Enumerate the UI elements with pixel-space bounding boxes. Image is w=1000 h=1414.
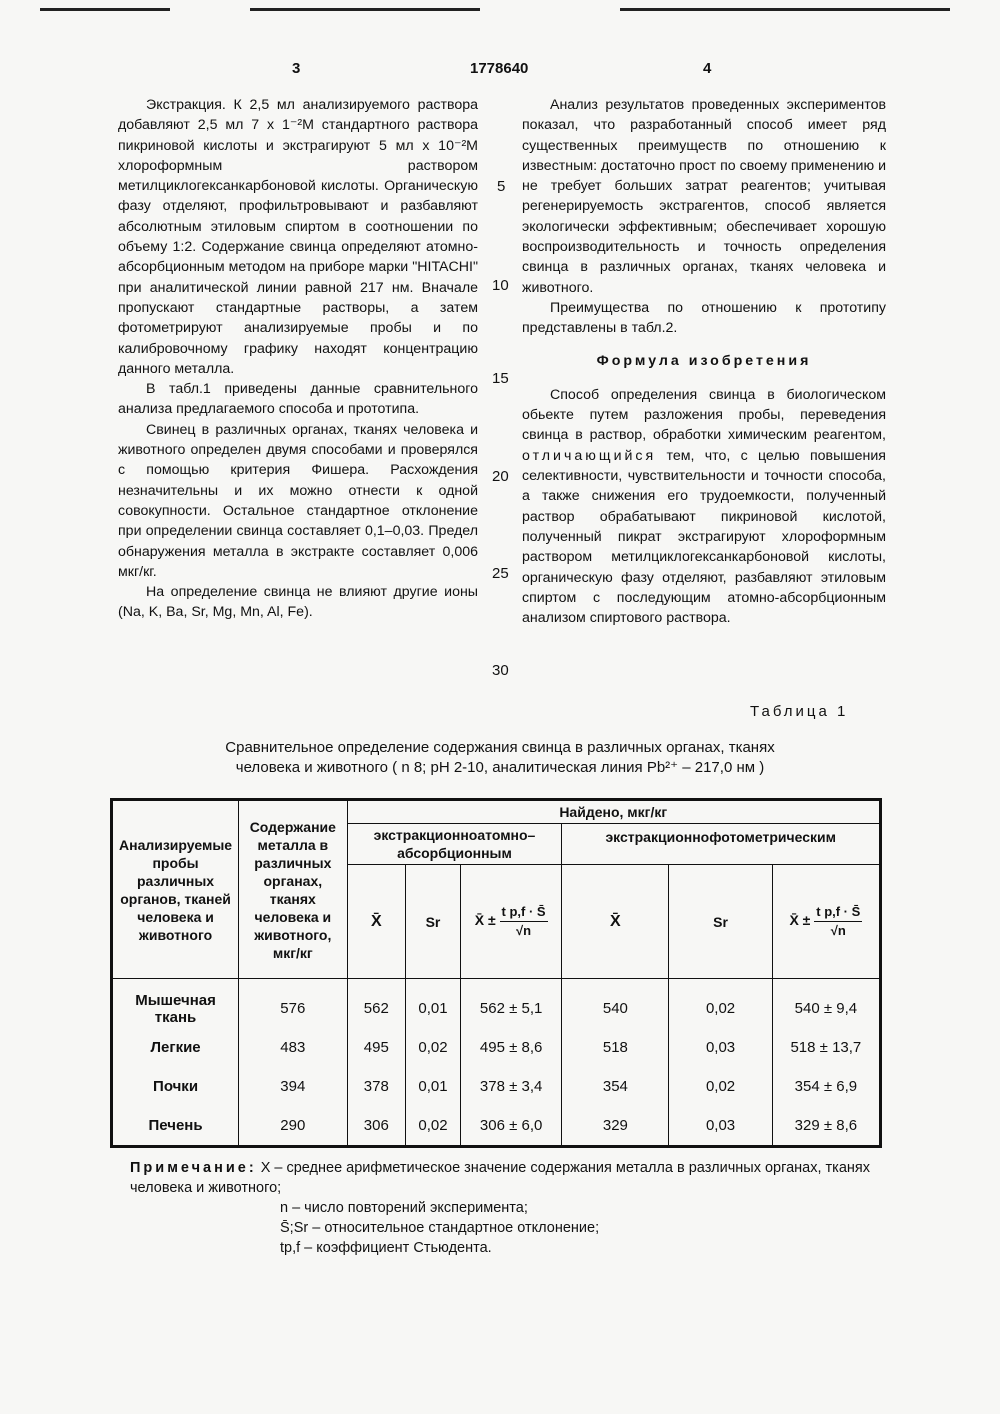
header-method-aas: экстракционноатомно–абсорбционным	[347, 824, 562, 865]
paragraph-analysis: Анализ результатов проведенных экспериментов показал, что разработанный способ имеет ряд существенных преимуществ по отношению к известным: достаточно прост по своему применению и не требует больших затрат реагентов; учитывая регенерируемость экстрагентов, способ является экологически эффективным; обеспечивает хорошую воспроизводительность и точность определения свинца в различных органах, тканях человека и животного.	[522, 97, 886, 296]
ci-left-1: X̄ ±	[474, 912, 496, 929]
cell-x1: 378	[347, 1067, 406, 1106]
table-caption-line1: Сравнительное определение содержания свинца в различных органах, тканях	[225, 739, 775, 756]
cell-sr1: 0,02	[406, 1028, 461, 1067]
note-x: X – среднее арифметическое значение содержания металла в различных органах, тканях человека и животного;	[130, 1160, 871, 1196]
header-method-photometric: экстракционнофотометрическим	[562, 824, 881, 865]
line-number-25: 25	[492, 565, 509, 582]
page-number-left: 3	[292, 60, 301, 77]
header-sr-2: Sr	[669, 865, 772, 979]
table-caption	[120, 738, 880, 778]
cell-x1: 495	[347, 1028, 406, 1067]
cell-sr2: 0,02	[669, 1067, 772, 1106]
note-line-1	[130, 1158, 890, 1198]
claim-text-a: Способ определения свинца в биологическом обьекте путем разложения пробы, переведения свинца в раствор, обработки химическим реагентом,	[522, 386, 886, 444]
cell-x1: 562	[347, 979, 406, 1029]
cell-sr2: 0,02	[669, 979, 772, 1029]
ci-num-1: t p,f · S̄	[500, 903, 548, 922]
ci-left-2: X̄ ±	[789, 912, 811, 929]
left-column	[118, 95, 478, 623]
paragraph-extraction: Экстракция. К 2,5 мл анализируемого раствора добавляют 2,5 мл 7 х 1⁻²М стандартного раствора пикриновой кислоты и экстрагируют 5 мл х 10⁻²М хлороформным раствором метилциклогексанкарбоновой кислоты. Органическую фазу отделяют, профильтровывают и разбавляют абсолютным этиловым спиртом в соотношении по объему 1:2. Содержание свинца определяют атомно-абсорбционным методом на приборе марки "HITACHI" при аналитической линии равной 217 нм. Вначале пропускают стандартные растворы, а затем фотометрируют анализируемые пробы и по калибровочному графику находят концентрацию данного металла.	[118, 97, 478, 377]
cell-sr2: 0,03	[669, 1106, 772, 1147]
ci-fraction-1	[500, 903, 548, 940]
cell-name: Почки	[112, 1067, 239, 1106]
table-row	[112, 1106, 881, 1147]
table-note	[130, 1158, 890, 1258]
cell-name: Мышечная ткань	[112, 979, 239, 1029]
cell-ci2: 540 ± 9,4	[772, 979, 880, 1029]
cell-x2: 540	[562, 979, 669, 1029]
cell-ci1: 306 ± 6,0	[460, 1106, 562, 1147]
note-t: tp,f – коэффициент Стьюдента.	[280, 1240, 492, 1256]
cell-sr1: 0,02	[406, 1106, 461, 1147]
patent-number: 1778640	[470, 60, 529, 77]
cell-content: 290	[239, 1106, 347, 1147]
header-found: Найдено, мкг/кг	[347, 800, 880, 824]
header-ci-2	[772, 865, 880, 979]
top-rule-right	[620, 8, 950, 11]
page-number-right: 4	[703, 60, 712, 77]
ci-den-1: √n	[516, 923, 532, 938]
formula-title: Формула изобретения	[596, 352, 812, 369]
table-row	[112, 1028, 881, 1067]
cell-x2: 329	[562, 1106, 669, 1147]
header-samples: Анализируемые пробы различных органов, тканей человека и животного	[112, 800, 239, 979]
line-number-30: 30	[492, 662, 509, 679]
paragraph-fisher: Свинец в различных органах, тканях человека и животного определен двумя способами и проверялся с помощью критерия Фишера. Расхождения незначительны и их можно отнести к одной совокупности. Остальное стандартное отклонение при определении свинца составляет 0,1–0,03. Предел обнаружения металла в экстракте составляет 0,006 мкг/кг.	[118, 421, 478, 580]
line-number-15: 15	[492, 370, 509, 387]
ci-fraction-2	[814, 903, 862, 940]
top-rule-middle	[250, 8, 480, 11]
table-row	[112, 979, 881, 1029]
cell-ci1: 378 ± 3,4	[460, 1067, 562, 1106]
cell-x2: 354	[562, 1067, 669, 1106]
cell-content: 483	[239, 1028, 347, 1067]
cell-ci2: 354 ± 6,9	[772, 1067, 880, 1106]
cell-ci1: 495 ± 8,6	[460, 1028, 562, 1067]
table-label: Таблица 1	[750, 703, 849, 720]
ci-den-2: √n	[830, 923, 846, 938]
paragraph-table-ref: В табл.1 приведены данные сравнительного анализа предлагаемого способа и прототипа.	[118, 381, 478, 418]
cell-content: 394	[239, 1067, 347, 1106]
note-s: S̄;Sr – относительное стандартное отклонение;	[280, 1220, 600, 1236]
cell-ci2: 329 ± 8,6	[772, 1106, 880, 1147]
cell-name: Печень	[112, 1106, 239, 1147]
note-label: Примечание:	[130, 1160, 257, 1176]
paragraph-claim	[522, 385, 886, 629]
cell-name: Легкие	[112, 1028, 239, 1067]
cell-content: 576	[239, 979, 347, 1029]
ci-num-2: t p,f · S̄	[814, 903, 862, 922]
header-x-mean-1: X̄	[347, 865, 406, 979]
cell-sr1: 0,01	[406, 1067, 461, 1106]
line-number-20: 20	[492, 468, 509, 485]
paragraph-ions: На определение свинца не влияют другие ионы (Na, K, Ba, Sr, Mg, Mn, Al, Fe).	[118, 584, 478, 621]
cell-ci2: 518 ± 13,7	[772, 1028, 880, 1067]
right-column	[522, 95, 886, 628]
cell-x2: 518	[562, 1028, 669, 1067]
note-n: n – число повторений эксперимента;	[280, 1200, 528, 1216]
header-sr-1: Sr	[406, 865, 461, 979]
table-caption-line2: человека и животного ( n 8; pH 2-10, аналитическая линия Pb²⁺ – 217,0 нм )	[235, 759, 765, 776]
paragraph-advantages: Преимущества по отношению к прототипу представлены в табл.2.	[522, 299, 886, 337]
header-ci-1	[460, 865, 562, 979]
claim-text-b: тем, что, с целью повышения селективности, чувствительности и точности способа, а также снижения его трудоемкости, полученный раствор обрабатывают пикриновой кислотой, полученный пикрат экстрагируют хлороформным раствором метилциклогексанкарбоновой кислоты, органическую фазу отделяют, разбавляют этиловым спиртом с последующим атомно-абсорбционным анализом спиртового раствора.	[522, 447, 886, 627]
header-content: Содержание металла в различных органах, тканях человека и животного, мкг/кг	[239, 800, 347, 979]
line-number-5: 5	[497, 178, 506, 195]
line-number-10: 10	[492, 277, 509, 294]
table-row	[112, 1067, 881, 1106]
cell-sr2: 0,03	[669, 1028, 772, 1067]
top-rule-left	[40, 8, 170, 11]
cell-x1: 306	[347, 1106, 406, 1147]
claim-keyword: отличающийся	[522, 447, 657, 464]
results-table	[110, 798, 882, 1148]
cell-ci1: 562 ± 5,1	[460, 979, 562, 1029]
header-x-mean-2: X̄	[562, 865, 669, 979]
cell-sr1: 0,01	[406, 979, 461, 1029]
